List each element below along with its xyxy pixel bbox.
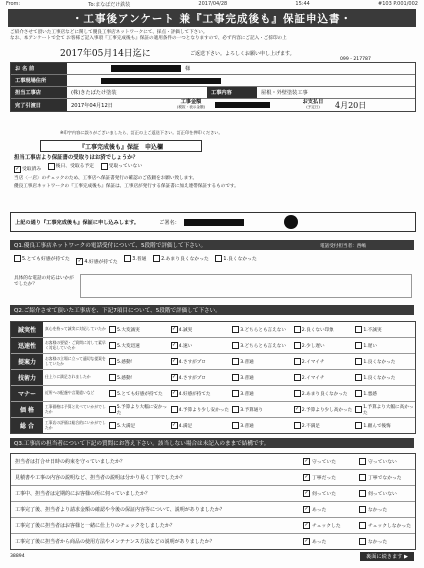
footer: [10, 552, 414, 561]
checkbox-icon[interactable]: [109, 390, 116, 397]
receive-opt-later[interactable]: 後日、受取る予定: [48, 163, 94, 170]
rating-option[interactable]: [353, 390, 415, 397]
checkbox-checked-icon[interactable]: ✓: [304, 538, 309, 544]
rating-desc: 工事店の評価は総合的にいかがでしたか: [45, 419, 106, 430]
checkbox-checked-icon[interactable]: ✓: [171, 342, 177, 348]
checkbox-icon[interactable]: [355, 374, 362, 381]
redacted-signature: [184, 219, 244, 226]
rating-option[interactable]: [107, 342, 169, 349]
checkbox-icon[interactable]: [109, 422, 116, 429]
rating-option-label: 3.普通: [240, 359, 254, 365]
rating-option[interactable]: [292, 358, 354, 365]
rating-option[interactable]: [292, 422, 354, 429]
rating-option[interactable]: [107, 326, 169, 333]
rating-row: [11, 386, 415, 402]
rating-option[interactable]: [169, 374, 231, 381]
checkbox-icon[interactable]: [232, 406, 239, 413]
checkbox-icon[interactable]: [48, 163, 55, 170]
q3-question: 見積書や工事の内容の説明など、担当者の説明は分かり易く丁寧でしたか？: [15, 475, 186, 481]
q3-row: [11, 534, 415, 549]
rating-option-label: 5.感動！: [117, 375, 136, 381]
q1-opt-2[interactable]: 2.あまり良くなかった: [153, 255, 209, 262]
rating-option[interactable]: [230, 390, 292, 397]
rating-option[interactable]: [169, 358, 231, 365]
checkbox-icon[interactable]: [101, 163, 108, 170]
warranty-block: [14, 155, 410, 190]
checkbox-icon[interactable]: [294, 390, 301, 397]
rating-option-label: 3.普通: [240, 375, 254, 381]
checkbox-icon[interactable]: [359, 490, 366, 497]
content-label: 工事内容: [207, 87, 257, 98]
rating-option[interactable]: [169, 422, 231, 429]
rating-option-label: 1.良くなかった: [363, 359, 396, 365]
q3-question: 担当者は打合せ日時の約束を守っていましたか？: [15, 459, 126, 465]
name-suffix: 様: [185, 66, 191, 72]
q3-option-label: 守っていない: [368, 460, 397, 465]
q3-option[interactable]: [303, 506, 359, 513]
checkbox-icon[interactable]: [232, 422, 239, 429]
rating-option-label: 5.とても好感が持てた: [117, 391, 163, 397]
rating-option-label: 5.予算より大幅に安かった: [116, 404, 168, 416]
rating-option[interactable]: [169, 326, 231, 333]
q3-option[interactable]: [303, 522, 359, 529]
q3-option[interactable]: [359, 474, 415, 481]
complete-value: 2017年04月12日: [71, 102, 113, 109]
rating-option-label: 1.良くなかった: [363, 375, 396, 381]
checkbox-checked-icon[interactable]: ✓: [171, 358, 177, 364]
q3-option[interactable]: [359, 522, 415, 529]
checkbox-icon[interactable]: [109, 326, 116, 333]
rating-option[interactable]: [292, 390, 354, 397]
q3-option-label: 守っていた: [312, 460, 336, 465]
checkbox-checked-icon[interactable]: ✓: [171, 374, 177, 380]
rating-option[interactable]: [292, 326, 354, 333]
checkbox-icon[interactable]: [109, 406, 116, 413]
rating-option[interactable]: [230, 358, 292, 365]
rating-option[interactable]: [292, 406, 354, 413]
rating-option-label: 1.不誠実: [363, 327, 382, 333]
checkbox-icon[interactable]: [355, 326, 362, 333]
document-title: ・工事後アンケート 兼『工事完成後も』保証申込書・: [8, 9, 416, 27]
rating-option-label: 3.普通: [240, 391, 254, 397]
rating-option-label: 1.悪感: [363, 391, 377, 397]
checkbox-icon[interactable]: [355, 342, 362, 349]
q2-title: Q2.ご紹介させて頂いた工事店を、下記7項目について、5段階で評価して下さい。: [10, 305, 414, 315]
seal-stamp: [284, 215, 298, 229]
rating-option-label: 1.遅い: [363, 343, 377, 349]
q1-staff: 電話受付担当者：西嶋: [320, 244, 366, 249]
apply-row: [10, 212, 416, 232]
rating-row: [11, 370, 415, 386]
rating-option[interactable]: [353, 358, 415, 365]
rating-label: 提案力: [11, 354, 43, 369]
rating-desc: 真心を持って誠実に対応していたか: [45, 326, 106, 332]
rating-option[interactable]: [292, 374, 354, 381]
checkbox-icon[interactable]: [359, 474, 366, 481]
rating-option[interactable]: [292, 342, 354, 349]
q3-table: [10, 453, 416, 550]
checkbox-icon[interactable]: [109, 342, 116, 349]
rating-option-label: 2.イマイチ: [301, 359, 325, 365]
checkbox-checked-icon[interactable]: ✓: [304, 474, 309, 480]
rating-option-label: 2.少し遅い: [301, 343, 325, 349]
q3-option[interactable]: [359, 458, 415, 465]
checkbox-icon[interactable]: [14, 255, 21, 262]
q1-opt-4[interactable]: ✓ 4.好感が持てた: [77, 258, 118, 265]
checkbox-checked-icon[interactable]: ✓: [171, 390, 177, 396]
q3-question: 工事完了後、担当者より請求金額の確認や今後の保証内容等について、説明がありましたか？: [15, 507, 225, 513]
q3-row: [11, 502, 415, 518]
q1-title: Q1.優良工事店ネットワークの電話受付について、5段階で評価して下さい。: [10, 240, 414, 250]
rating-option-label: 4.さすがプロ: [178, 375, 206, 381]
checkbox-icon[interactable]: [153, 255, 160, 262]
apply-name-label: ご署名：: [159, 219, 180, 226]
checkbox-icon[interactable]: [294, 358, 301, 365]
q3-option-label: 伺っていた: [312, 492, 336, 497]
checkbox-icon[interactable]: [359, 538, 366, 545]
checkbox-icon[interactable]: [359, 522, 366, 529]
q3-option[interactable]: [303, 538, 359, 545]
site-field[interactable]: [67, 75, 415, 86]
rating-option-label: 2.予算より少し高かった: [301, 407, 353, 413]
return-note: ご返送下さい。よろしくお願い申し上げます。: [190, 51, 295, 57]
rating-option-label: 2.不満足: [301, 423, 320, 429]
rating-option-label: 2.良くない印象: [301, 327, 334, 333]
q1-options: [14, 255, 410, 265]
checkbox-icon[interactable]: [109, 374, 116, 381]
q1-comment-field[interactable]: [80, 274, 412, 298]
fax-header: [6, 1, 418, 8]
q3-row: [11, 518, 415, 534]
checkbox-checked-icon[interactable]: ✓: [171, 326, 177, 332]
receive-options: [14, 163, 410, 173]
rating-row: [11, 402, 415, 418]
q3-option[interactable]: [303, 474, 359, 481]
rating-option[interactable]: [353, 404, 415, 416]
rating-option-label: 4.予算より少し安かった: [178, 407, 229, 413]
content-value: 屋根・外壁塗装工事: [261, 90, 308, 96]
rating-option[interactable]: [107, 422, 169, 429]
checkbox-checked-icon[interactable]: ✓: [295, 406, 300, 412]
q3-option-label: なかった: [368, 508, 388, 513]
payment-sub: (予定日): [306, 105, 320, 109]
checkbox-checked-icon[interactable]: ✓: [171, 422, 177, 428]
rating-option-label: 4.さすがプロ: [178, 359, 206, 365]
rating-option[interactable]: [169, 390, 231, 397]
receive-opt-none[interactable]: 受取っていない: [101, 163, 143, 170]
rating-label: 価 格: [11, 402, 43, 417]
footer-code: 38894: [10, 554, 25, 559]
rating-option[interactable]: [353, 342, 415, 349]
checkbox-icon[interactable]: [232, 326, 239, 333]
rating-option[interactable]: [107, 374, 169, 381]
q3-title: Q3.工事店の担当者について下記の質問にお答え下さい。該当しない場合は未記入のままで結構です。: [10, 438, 414, 448]
return-date: 2017年05月14日迄に: [60, 49, 151, 59]
rating-option[interactable]: [230, 422, 292, 429]
rating-option-label: 4.誠実: [178, 327, 193, 333]
checkbox-checked-icon[interactable]: ✓: [304, 490, 309, 496]
shop-label: 担当工事店: [11, 87, 67, 98]
amount-label-block: [167, 99, 211, 111]
checkbox-icon[interactable]: [171, 406, 178, 413]
redacted-name: [111, 65, 181, 72]
q1-comment-label: 具体的な電話の対応はいかがでしたか？: [14, 276, 74, 287]
rating-option[interactable]: [230, 374, 292, 381]
rating-option-label: 2.イマイチ: [301, 375, 325, 381]
receive-opt-done[interactable]: ✓ 受取済み: [15, 166, 42, 172]
amount-sub: (税抜・表示金額): [177, 105, 205, 109]
rating-option[interactable]: [230, 406, 292, 413]
rating-option-label: 5.大変誠実: [117, 327, 140, 333]
fax-time: 15:44: [295, 1, 310, 7]
checkbox-icon[interactable]: [232, 390, 239, 397]
q3-option-label: なかった: [368, 540, 388, 545]
rating-label: 迅速性: [11, 338, 43, 353]
q3-option-label: チェックしなかった: [368, 524, 412, 529]
q3-option-label: チェックした: [312, 524, 341, 529]
name-label: お 名 前: [11, 63, 67, 74]
rating-option-label: 5.大変迅速: [117, 343, 140, 349]
rating-option[interactable]: [107, 358, 169, 365]
rating-desc: 工事価格は予算と比べていかがでしたか: [45, 403, 106, 414]
fax-from: From:: [6, 1, 21, 7]
next-page-button[interactable]: 裏面に続きます ▶: [360, 552, 414, 561]
q3-question: 工事完了後に担当者はお客様と一緒に仕上りのチェックをしましたか？: [15, 523, 175, 529]
checkbox-icon[interactable]: [355, 422, 362, 429]
checkbox-checked-icon[interactable]: ✓: [77, 258, 82, 264]
checkbox-icon[interactable]: [359, 506, 366, 513]
site-label: 工事現場住所: [11, 75, 67, 86]
q3-option[interactable]: [303, 458, 359, 465]
rating-option-label: 4.満足: [178, 423, 193, 429]
intro-line-2: なお、本アンケートで全て お客様ご記入事項『工事完成後も』保証の適用条件の一つとなりますので、必ず内容にご記入・ご捺印の上: [10, 36, 287, 42]
checkbox-checked-icon[interactable]: ✓: [304, 522, 309, 528]
q3-option-label: 丁寧でなかった: [368, 476, 402, 481]
rating-label: 誠実性: [11, 322, 43, 337]
rating-option-label: 3.どちらとも言えない: [240, 327, 286, 333]
rating-desc: お客様の要望・ご質問に対して素早く対応していたか: [45, 339, 106, 350]
rating-option-label: 2.あまり良くなかった: [301, 391, 348, 397]
q1-opt-1[interactable]: 1.良くなかった: [215, 255, 256, 262]
checkbox-icon[interactable]: [232, 342, 239, 349]
confirm-text: 当店〈一店〉のチェックのため、工事店へ保証書発行の確認のご依頼をお願い致します。: [14, 176, 198, 181]
rating-option-label: 3.どちらとも言えない: [240, 343, 286, 349]
apply-label: 上記の通り『工事完成後も』保証に申し込みします。: [15, 219, 140, 226]
rating-option[interactable]: [230, 342, 292, 349]
checkbox-icon[interactable]: [109, 358, 116, 365]
redacted-address: [101, 78, 221, 84]
q3-option[interactable]: [359, 490, 415, 497]
payment-value[interactable]: 4月20日: [335, 100, 367, 110]
checkbox-checked-icon[interactable]: ✓: [304, 458, 309, 464]
rating-option-label: 5.感動！: [117, 359, 136, 365]
checkbox-icon[interactable]: [124, 255, 131, 262]
rating-option[interactable]: [353, 374, 415, 381]
payment-label-block: [291, 99, 331, 111]
checkbox-checked-icon[interactable]: ✓: [15, 166, 20, 172]
rating-option[interactable]: [353, 326, 415, 333]
redacted-amount: [215, 102, 270, 108]
q3-option[interactable]: [359, 538, 415, 545]
rating-desc: お客様の立場に立って適切な提案をしていたか: [45, 355, 106, 366]
rating-label: 総 合: [11, 418, 43, 433]
q3-option-label: 丁寧だった: [312, 476, 336, 481]
checkbox-icon[interactable]: [294, 422, 301, 429]
amount-label: 工事金額: [180, 99, 202, 105]
checkbox-icon[interactable]: [215, 255, 222, 262]
shop-value: (株)きたばたけ塗装: [71, 90, 117, 96]
q3-option-label: 伺っていない: [368, 492, 397, 497]
form-note: ※印字内容に誤りがございましたら、訂正の上ご返送下さい。訂正印を押印ください。: [60, 130, 223, 135]
q3-row: [11, 454, 415, 470]
rating-label: 技術力: [11, 370, 43, 385]
q1-opt-5[interactable]: 5.とても好感が持てた: [14, 255, 70, 262]
intro-text: [10, 30, 414, 42]
rating-row: [11, 354, 415, 370]
rating-row: [11, 418, 415, 433]
warranty-desc: 優良工事店ネットワークの『工事完成後も』保証は、工事店が発行する保証書に加え連帯保証するものです。: [14, 184, 239, 189]
checkbox-icon[interactable]: [355, 390, 362, 397]
checkbox-icon[interactable]: [355, 406, 362, 413]
q2-rating-grid: [10, 321, 416, 434]
rating-row: [11, 322, 415, 338]
q3-row: [11, 486, 415, 502]
q3-question: 工事完了後に担当者から商品の使用方法やメンテナンス方法などの説明がありましたか？: [15, 539, 215, 545]
rating-option[interactable]: [353, 422, 415, 429]
rating-row: [11, 338, 415, 354]
rating-option-label: 3.予算通り: [240, 407, 263, 413]
rating-option-label: 4.好感が持てた: [178, 391, 211, 397]
amount-field[interactable]: [211, 99, 291, 111]
fax-number: 099 - 217787: [340, 57, 371, 62]
fax-page: #103 P.001/002: [378, 1, 418, 7]
warranty-section-title: 『工事完成後も』保証 申込欄: [40, 140, 202, 152]
rating-desc: 近所への配慮や言葉遣いなど: [45, 390, 95, 396]
rating-desc: 仕上りに満足されましたか: [45, 374, 91, 380]
fax-to: To:まなばだけ鉄装: [88, 2, 131, 8]
intro-line-1: ご紹介させて頂いた工事店などに関して優良工事店ネットワークにて、採点・評価して下さい。: [10, 30, 208, 35]
checkbox-icon[interactable]: [294, 326, 301, 333]
checkbox-icon[interactable]: [294, 342, 301, 349]
rating-option[interactable]: [107, 390, 169, 397]
checkbox-icon[interactable]: [359, 458, 366, 465]
rating-option-label: 1.予算より大幅に高かった: [363, 404, 414, 416]
q3-option-label: あった: [312, 508, 327, 513]
q3-row: [11, 470, 415, 486]
rating-option[interactable]: [169, 406, 231, 413]
rating-option-label: 4.速い: [178, 343, 193, 349]
rating-option[interactable]: [230, 326, 292, 333]
fax-date: 2017/04/28: [198, 1, 228, 7]
checkbox-icon[interactable]: [355, 358, 362, 365]
q3-option[interactable]: [359, 506, 415, 513]
q1-opt-3[interactable]: 3.普通: [124, 255, 146, 262]
rating-option-label: 3.普通: [240, 423, 254, 429]
receive-question: 担当工事店より保証書の受取りはお済でしょうか？: [14, 155, 138, 161]
complete-label: 完了引渡日: [11, 99, 67, 111]
checkbox-icon[interactable]: [294, 374, 301, 381]
rating-label: マナー: [11, 386, 43, 401]
q3-question: 工事中、担当者は定期的にお客様の所に伺っていましたか？: [15, 491, 151, 497]
rating-option[interactable]: [169, 342, 231, 349]
q3-option-label: あった: [312, 540, 327, 545]
checkbox-icon[interactable]: [232, 358, 239, 365]
customer-info-table: [10, 62, 416, 112]
payment-label: お支払日: [302, 99, 324, 105]
rating-option-label: 5.大満足: [117, 423, 136, 429]
checkbox-icon[interactable]: [232, 374, 239, 381]
checkbox-checked-icon[interactable]: ✓: [304, 506, 309, 512]
name-field[interactable]: [67, 63, 415, 74]
q3-option[interactable]: [303, 490, 359, 497]
rating-option[interactable]: [107, 404, 169, 416]
rating-option-label: 1.頼んで後悔: [363, 423, 391, 429]
